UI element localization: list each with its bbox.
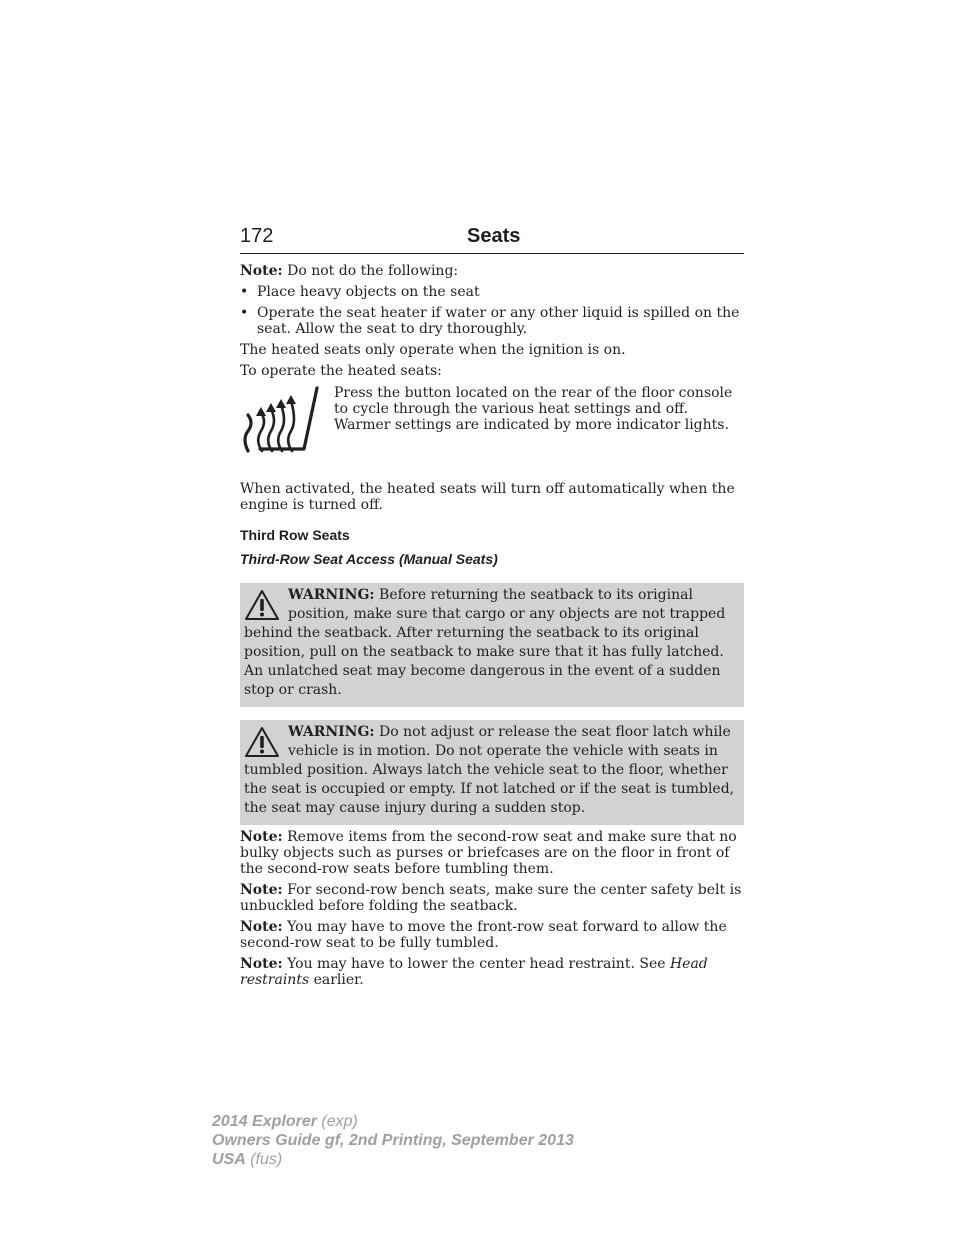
note-paragraph [240,919,744,951]
note-paragraph [240,829,744,877]
note-text: You may have to lower the center head restraint. See [282,956,670,972]
note-label: Note: [240,829,283,845]
page-header [240,225,744,254]
bullet-list [240,284,744,337]
head-restraints-link[interactable]: Head restraints [240,956,708,988]
note-paragraph [240,882,744,914]
paragraph-ignition: The heated seats only operate when the ignition is on. [240,342,626,358]
note-label: Note: [240,882,283,898]
warning-label: WARNING: [288,724,375,740]
warning-box [240,583,744,707]
note-label: Note: [240,956,283,972]
footer-model-code: (exp) [316,1113,358,1130]
page-number: 172 [240,225,274,247]
footer-line-market [212,1150,574,1169]
list-item [240,305,744,337]
warning-text: Before returning the seatback to its original position, make sure that cargo or any objects are not trapped behind the seatback. After returning the seatback to its original position, pull on the seatback to make sure that it has fully latched. An unlatched seat may become dangerous in the event of a sudden stop or crash. [244,587,726,698]
warning-triangle-icon [244,589,280,621]
note-text-tail: earlier. [309,972,364,988]
footer-market-code: (fus) [245,1151,283,1168]
note-paragraph [240,956,744,988]
bullet-text: Place heavy objects on the seat [257,284,480,300]
note-text: For second-row bench seats, make sure the center safety belt is unbuckled before folding the seatback. [240,882,742,914]
paragraph-operate: To operate the heated seats: [240,363,442,379]
bullet: • [240,305,249,321]
warning-box [240,720,744,825]
heated-seat-text: Press the button located on the rear of the floor console to cycle through the various heat settings and off. Warmer settings are indicated by more indicator lights. [334,385,733,433]
heading-third-row-seats: Third Row Seats [240,527,350,543]
subheading-third-row-access: Third-Row Seat Access (Manual Seats) [240,551,498,567]
warning-text: Do not adjust or release the seat floor latch while vehicle is in motion. Do not operate the vehicle with seats in tumbled position. Always latch the vehicle seat to the floor, whether the seat is occupied or empty. If not latched or if the seat is tumbled, the seat may cause injury during a sudden stop. [244,724,735,816]
note-label: Note: [240,263,283,279]
heated-seat-icon [240,385,334,465]
note-text: Do not do the following: [282,263,459,279]
heated-seat-instruction [240,385,744,465]
warning-label: WARNING: [288,587,375,603]
warning-triangle-icon [244,726,280,758]
page-footer [212,1112,574,1169]
note-text: You may have to move the front-row seat forward to allow the second-row seat to be fully tumbled. [240,919,727,951]
note-label: Note: [240,919,283,935]
list-item [240,284,744,300]
note-intro [240,263,744,279]
footer-market: USA [212,1151,246,1168]
footer-model: 2014 Explorer [212,1113,317,1130]
section-title: Seats [467,225,521,247]
bullet-text: Operate the seat heater if water or any other liquid is spilled on the seat. Allow the seat to dry thoroughly. [257,305,740,337]
manual-page [240,225,744,988]
footer-line-guide: Owners Guide gf, 2nd Printing, September 2013 [212,1132,574,1149]
note-text: Remove items from the second-row seat and make sure that no bulky objects such as purses or briefcases are on the floor in front of the second-row seats before tumbling them. [240,829,737,877]
paragraph-activated: When activated, the heated seats will turn off automatically when the engine is turned off. [240,481,735,513]
footer-line-model [212,1112,574,1131]
bullet: • [240,284,249,300]
